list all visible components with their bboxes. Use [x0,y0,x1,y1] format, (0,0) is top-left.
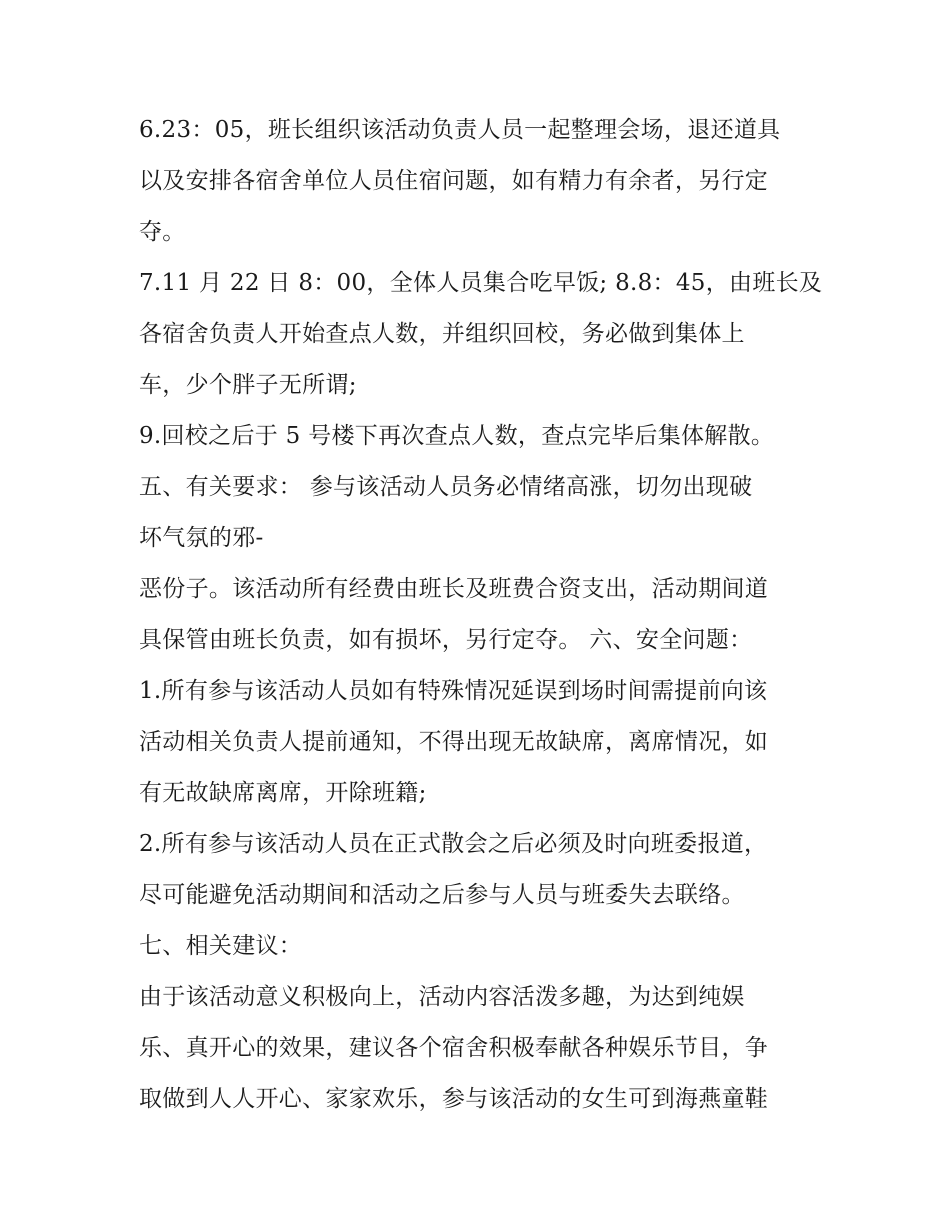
text-line: 活动相关负责人提前通知，不得出现无故缺席，离席情况，如 [139,729,769,755]
text-line: 2.所有参与该活动人员在正式散会之后必须及时向班委报道， [139,831,768,857]
text-line: 7.11 月 22 日 8：00，全体人员集合吃早饭; 8.8：45，由班长及 [139,270,823,296]
text-line: 车，少个胖子无所谓; [139,372,357,398]
text-line: 以及安排各宿舍单位人员住宿问题，如有精力有余者，另行定 [139,168,769,194]
text-line: 各宿舍负责人开始查点人数，并组织回校，务必做到集体上 [139,321,745,347]
text-line: 乐、真开心的效果，建议各个宿舍积极奉献各种娱乐节目，争 [139,1035,769,1061]
text-line: 取做到人人开心、家家欢乐，参与该活动的女生可到海燕童鞋 [139,1086,769,1112]
text-line: 坏气氛的邪- [139,525,264,551]
text-line: 1.所有参与该活动人员如有特殊情况延误到场时间需提前向该 [139,678,768,704]
text-line: 由于该活动意义积极向上，活动内容活泼多趣，为达到纯娱 [139,984,745,1010]
text-line: 6.23：05，班长组织该活动负责人员一起整理会场，退还道具 [139,117,781,143]
text-line: 尽可能避免活动期间和活动之后参与人员与班委失去联络。 [139,882,745,908]
text-line: 七、相关建议： [139,933,303,959]
text-line: 9.回校之后于 5 号楼下再次查点人数，查点完毕后集体解散。 [139,423,775,449]
text-line: 夺。 [139,219,186,245]
text-line: 有无故缺席离席，开除班籍; [139,780,427,806]
text-line: 五、有关要求： 参与该活动人员务必情绪高涨，切勿出现破 [139,474,753,500]
text-line: 恶份子。该活动所有经费由班长及班费合资支出，活动期间道 [139,576,769,602]
text-line: 具保管由班长负责，如有损坏，另行定夺。 六、安全问题： [139,627,753,653]
